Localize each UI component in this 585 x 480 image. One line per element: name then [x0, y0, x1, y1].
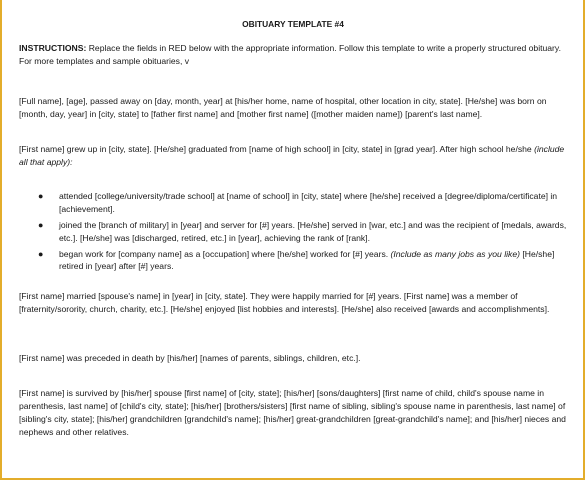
list-item: [19, 219, 567, 245]
list-item: [19, 190, 567, 216]
bullet-text: began work for [company name] as a [occupation] where [he/she] worked for [#] years.: [59, 248, 391, 259]
paragraph-survived: [First name] is survived by [his/her] spouse [first name] of [city, state]; [his/her] [sons/daughters] [first name of child, child's spouse name in parenthesis, last name] of [child's city, state]; [his/her] [brothers/sisters] [first name of sibling, sibling's spouse name in parenthesis, last name] of [sibling's city, state]; [his/her] grandchildren [grandchild's name]; [his/her] great-grandchildren [great-grandchild's name]; and [his/her] nieces and nephews and other relatives.: [19, 388, 566, 437]
bullet-note: (Include as many jobs as you like): [390, 248, 520, 259]
document-title: OBITUARY TEMPLATE #4: [242, 19, 344, 29]
instructions-text: Replace the fields in RED below with the appropriate information. Follow this template to write a properly structured obituary. For more templates and sample obituaries, v: [19, 43, 561, 66]
bullet-tail: [He/she] retired in [year] after [#] years.: [59, 248, 555, 272]
paragraph-preceded: [First name] was preceded in death by [his/her] [names of parents, siblings, children, etc.].: [19, 353, 361, 363]
list-item: [19, 248, 567, 274]
bullet-icon: ●: [38, 191, 44, 201]
bullet-text: joined the [branch of military] in [year] and server for [#] years. [He/she] served in [war, etc.] and was the recipient of [medals, awards, etc.]. [He/she] was [discharged, retired, etc.] in [year], achieving the rank of [rank].: [59, 219, 567, 243]
paragraph-education-text: [First name] grew up in [city, state]. [He/she] graduated from [name of high school] in [city, state] in [grad year]. After high school he/she: [19, 144, 535, 154]
bullet-icon: ●: [38, 219, 44, 230]
bullet-list: [19, 190, 567, 273]
paragraph-education-note: (include all that apply):: [19, 144, 565, 167]
paragraph-birth: [Full name], [age], passed away on [day, month, year] at [his/her home, name of hospital, other location in city, state]. [He/she] was born on [month, day, year] in [city, state] to [father first name] and [mother first name] ([mother maiden name]) [parent's last name].: [19, 96, 547, 119]
paragraph-marriage: [First name] married [spouse's name] in [year] in [city, state]. They were happily married for [#] years. [First name] was a member of [fraternity/sorority, church, charity, etc.]. [He/she] enjoyed [list hobbies and interests]. [He/she] also received [awards and accomplishments].: [19, 291, 550, 314]
instructions-paragraph: [19, 42, 567, 68]
bullet-text: attended [college/university/trade school] at [name of school] in [city, state] where [he/she] received a [degree/diploma/certificate] in [achievement].: [59, 191, 558, 214]
paragraph-education: [19, 143, 567, 169]
bullet-icon: ●: [38, 248, 44, 259]
instructions-label: INSTRUCTIONS:: [19, 43, 87, 53]
